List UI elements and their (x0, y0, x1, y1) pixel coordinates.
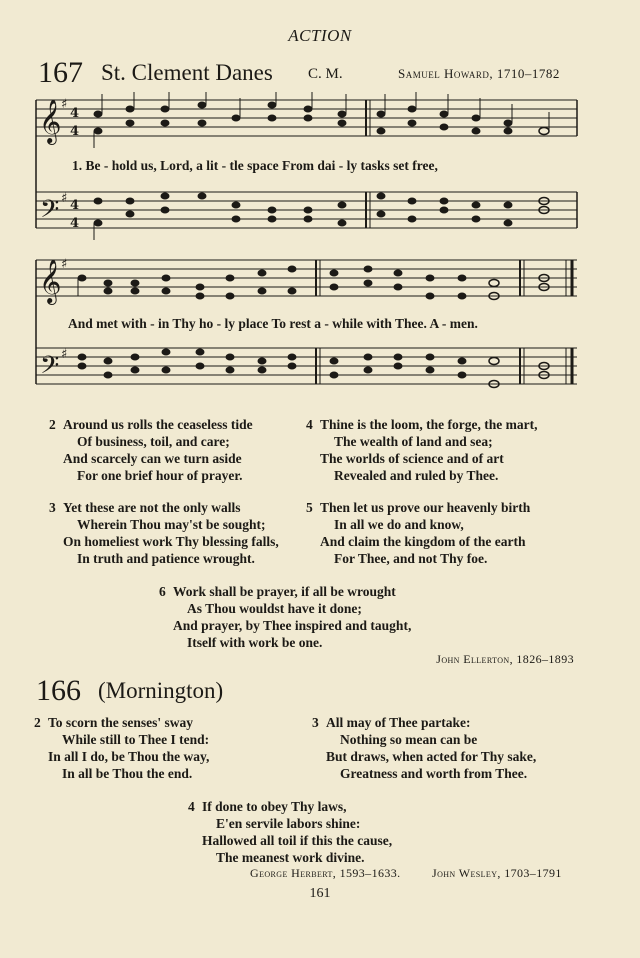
verse-line: The meanest work divine. (216, 850, 365, 865)
verse-number: 4 (188, 799, 195, 814)
verse-line: Thine is the loom, the forge, the mart, (320, 417, 538, 432)
verse-line: As Thou wouldst have it done; (187, 601, 362, 616)
hymn-166-tune-name: (Mornington) (98, 678, 224, 703)
verse-number: 2 (34, 715, 41, 730)
hymn-166-attribution-right: John Wesley, 1703–1791 (432, 866, 562, 880)
svg-text:𝄞: 𝄞 (39, 99, 62, 143)
verse-line: Around us rolls the ceaseless tide (63, 417, 253, 432)
hymn-166-verse-4 (188, 798, 393, 866)
svg-text:♯: ♯ (61, 257, 68, 272)
verse-line: On homeliest work Thy blessing falls, (63, 534, 279, 549)
verse-line: For Thee, and not Thy foe. (334, 551, 488, 566)
svg-text:♯: ♯ (61, 191, 68, 206)
verse-line: And scarcely can we turn aside (63, 451, 242, 466)
verse-line: And prayer, by Thee inspired and taught, (173, 618, 412, 633)
verse-line: If done to obey Thy laws, (202, 799, 347, 814)
svg-text:𝄢: 𝄢 (40, 195, 60, 230)
verse-line: To scorn the senses' sway (48, 715, 194, 730)
verse-number: 5 (306, 500, 313, 515)
svg-text:𝄞: 𝄞 (39, 259, 62, 303)
hymn-167-tune-name: St. Clement Danes (101, 60, 273, 85)
verse-line: Work shall be prayer, if all be wrought (173, 584, 396, 599)
hymn-167-lyrics-line-1: 1. Be - hold us, Lord, a lit - tle space From dai - ly tasks set free, (72, 158, 438, 173)
svg-text:♯: ♯ (61, 347, 68, 362)
verse-line: Nothing so mean can be (340, 732, 478, 747)
verse-line: Revealed and ruled by Thee. (334, 468, 499, 483)
hymn-166-verse-3 (312, 714, 537, 782)
verse-number: 6 (159, 584, 166, 599)
verse-line: Greatness and worth from Thee. (340, 766, 528, 781)
verse-line: The worlds of science and of art (320, 451, 504, 466)
hymn-167-lyrics-line-2: And met with - in Thy ho - ly place To rest a - while with Thee. A - men. (68, 316, 478, 331)
verse-line: In all be Thou the end. (62, 766, 193, 781)
hymn-167-verse-4 (306, 416, 538, 484)
section-title: ACTION (288, 26, 352, 45)
verse-line: In all I do, be Thou the way, (48, 749, 210, 764)
verse-number: 2 (49, 417, 56, 432)
verse-line: In truth and patience wrought. (77, 551, 255, 566)
verse-line: All may of Thee partake: (326, 715, 471, 730)
verse-line: Of business, toil, and care; (77, 434, 230, 449)
verse-number: 3 (49, 500, 56, 515)
verse-line: E'en servile labors shine: (216, 816, 361, 831)
hymn-167-verse-5 (306, 499, 531, 567)
hymn-167-meter: C. M. (308, 66, 343, 82)
verse-line: Hallowed all toil if this the cause, (202, 833, 393, 848)
svg-text:♯: ♯ (61, 97, 68, 112)
verse-line: Itself with work be one. (187, 635, 323, 650)
svg-text:4: 4 (70, 216, 80, 231)
hymn-167-number: 167 (38, 56, 83, 89)
svg-text:4: 4 (70, 198, 80, 213)
hymn-167-composer: Samuel Howard, 1710–1782 (398, 66, 560, 81)
hymn-166-attribution-left: George Herbert, 1593–1633. (250, 866, 401, 880)
hymn-166-verse-2 (34, 714, 210, 782)
verse-line: In all we do and know, (334, 517, 464, 532)
verse-number: 4 (306, 417, 313, 432)
hymn-167-verse-2 (49, 416, 253, 484)
hymn-167-verse-3 (49, 499, 279, 567)
verse-line: For one brief hour of prayer. (77, 468, 243, 483)
verse-number: 3 (312, 715, 319, 730)
svg-text:4: 4 (70, 124, 80, 139)
hymn-166-number: 166 (36, 674, 81, 707)
svg-text:𝄢: 𝄢 (40, 351, 60, 386)
verse-line: But draws, when acted for Thy sake, (326, 749, 537, 764)
verse-line: The wealth of land and sea; (334, 434, 493, 449)
verse-line: Wherein Thou may'st be sought; (77, 517, 266, 532)
verse-line: Yet these are not the only walls (63, 500, 241, 515)
hymn-167-verse-6 (159, 583, 412, 651)
verse-line: Then let us prove our heavenly birth (320, 500, 531, 515)
svg-text:4: 4 (70, 106, 80, 121)
hymn-167-author: John Ellerton, 1826–1893 (436, 652, 574, 666)
page-number: 161 (309, 886, 331, 901)
verse-line: While still to Thee I tend: (62, 732, 210, 747)
verse-line: And claim the kingdom of the earth (320, 534, 526, 549)
